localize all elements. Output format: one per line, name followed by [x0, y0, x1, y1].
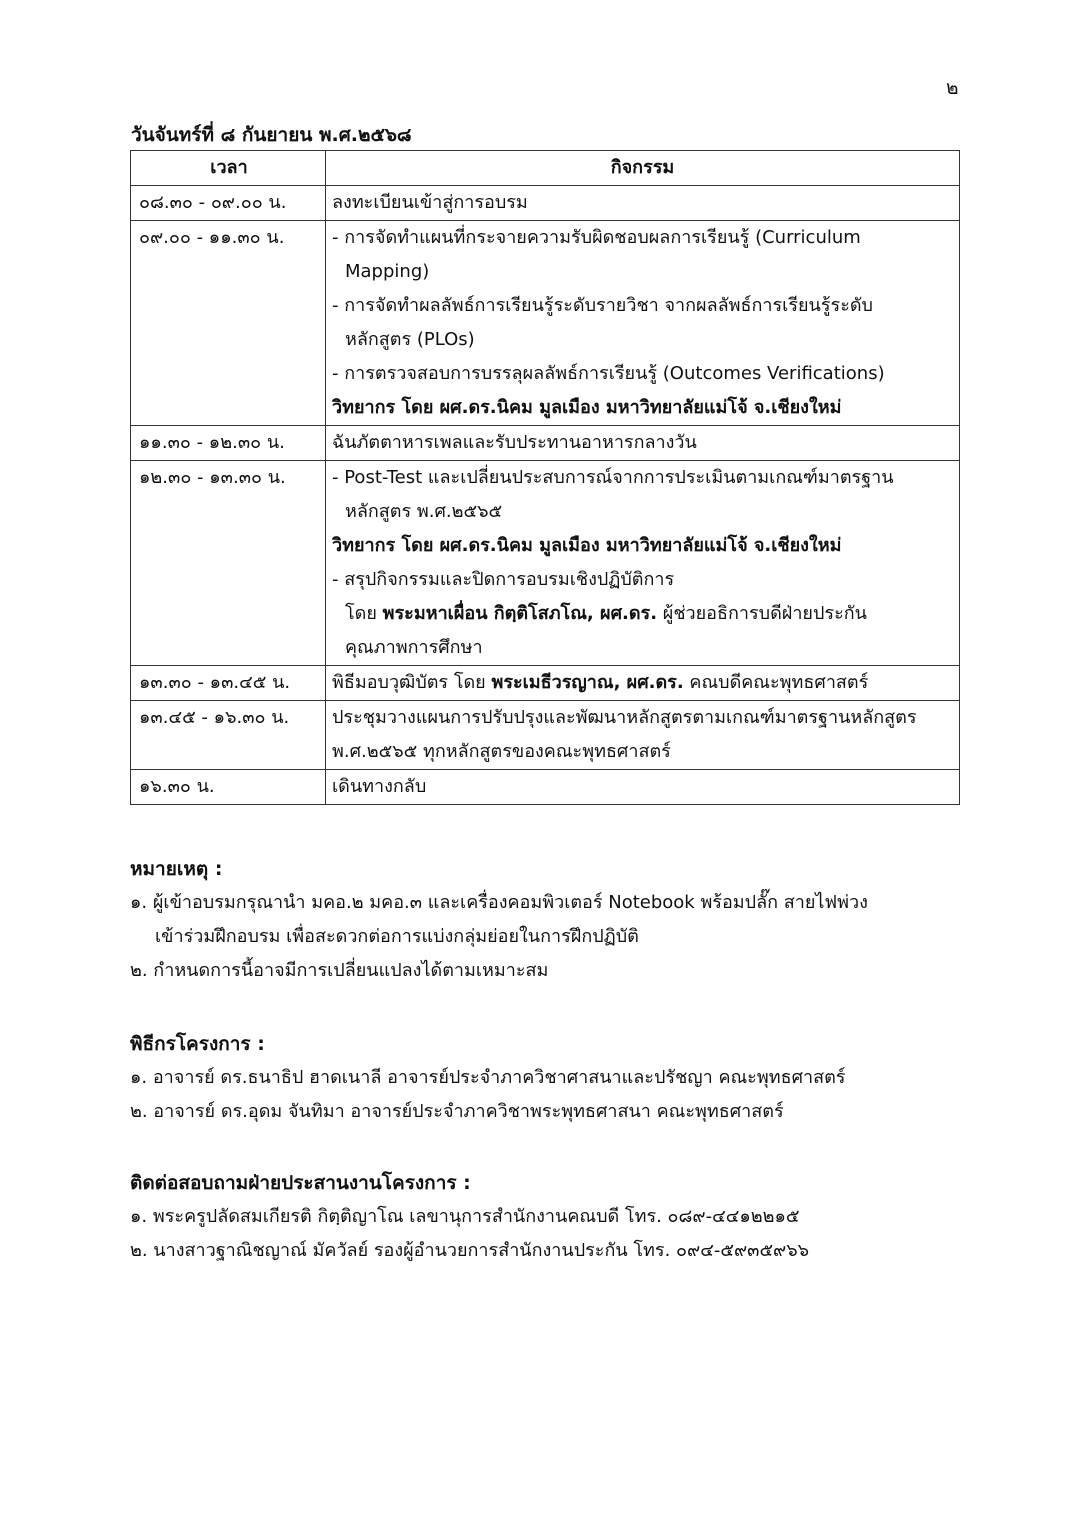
activity-line: ฉันภัตตาหารเพลและรับประทานอาหารกลางวัน	[332, 432, 697, 453]
schedule-row	[131, 186, 960, 221]
table-header-row	[131, 151, 960, 186]
activity-line-name: พระมหาเผื่อน กิตฺติโสภโณ, ผศ.ดร.	[382, 603, 658, 624]
time-cell: ๑๒.๓๐ - ๑๓.๓๐ น.	[131, 461, 326, 666]
hosts-section	[130, 1027, 845, 1129]
activity-line: คุณภาพการศึกษา	[345, 637, 483, 658]
host-item: ๒. อาจารย์ ดร.อุดม จันทิมา อาจารย์ประจำภาควิชาพระพุทธศาสนา คณะพุทธศาสตร์	[130, 1101, 784, 1122]
host-item: ๑. อาจารย์ ดร.ธนาธิป ฮาดเนาลี อาจารย์ประจำภาควิชาศาสนาและปรัชญา คณะพุทธศาสตร์	[130, 1067, 846, 1088]
page-number: ๒	[946, 77, 959, 99]
activity-line-suffix: คณบดีคณะพุทธศาสตร์	[683, 672, 869, 693]
note-item-continued: เข้าร่วมฝึกอบรม เพื่อสะดวกต่อการแบ่งกลุ่มย่อยในการฝึกปฏิบัติ	[155, 926, 639, 947]
time-cell: ๑๓.๓๐ - ๑๓.๔๕ น.	[131, 666, 326, 701]
day-heading: วันจันทร์ที่ ๘ กันยายน พ.ศ.๒๕๖๘	[131, 124, 412, 146]
activity-line: วิทยากร โดย ผศ.ดร.นิคม มูลเมือง มหาวิทยาลัยแม่โจ้ จ.เชียงใหม่	[332, 397, 842, 418]
activity-cell	[326, 666, 960, 701]
activity-line: ประชุมวางแผนการปรับปรุงและพัฒนาหลักสูตรตามเกณฑ์มาตรฐานหลักสูตร	[332, 707, 917, 728]
activity-line: - การตรวจสอบการบรรลุผลลัพธ์การเรียนรู้ (Outcomes Verifications)	[332, 363, 885, 384]
note-item: ๑. ผู้เข้าอบรมกรุณานำ มคอ.๒ มคอ.๓ และเครื่องคอมพิวเตอร์ Notebook พร้อมปลั๊ก สายไฟพ่วง	[130, 892, 868, 913]
schedule-row	[131, 426, 960, 461]
activity-line: - การจัดทำแผนที่กระจายความรับผิดชอบผลการเรียนรู้ (Curriculum	[332, 227, 861, 248]
activity-line: เดินทางกลับ	[332, 776, 427, 797]
activity-line: ลงทะเบียนเข้าสู่การอบรม	[332, 192, 528, 213]
activity-line: พ.ศ.๒๕๖๕ ทุกหลักสูตรของคณะพุทธศาสตร์	[332, 741, 671, 762]
activity-line: - Post-Test และเปลี่ยนประสบการณ์จากการประเมินตามเกณฑ์มาตรฐาน	[332, 467, 894, 488]
activity-line: - สรุปกิจกรรมและปิดการอบรมเชิงปฏิบัติการ	[332, 569, 675, 590]
activity-cell	[326, 770, 960, 805]
activity-cell	[326, 426, 960, 461]
time-cell: ๑๓.๔๕ - ๑๖.๓๐ น.	[131, 701, 326, 770]
activity-line-suffix: ผู้ช่วยอธิการบดีฝ่ายประกัน	[657, 603, 867, 624]
schedule-row	[131, 701, 960, 770]
activity-line-prefix: พิธีมอบวุฒิบัตร โดย	[332, 672, 492, 693]
activity-cell	[326, 221, 960, 426]
activity-cell	[326, 461, 960, 666]
time-cell: ๐๘.๓๐ - ๐๙.๐๐ น.	[131, 186, 326, 221]
schedule-row	[131, 221, 960, 426]
activity-line-name: พระเมธีวรญาณ, ผศ.ดร.	[491, 672, 684, 693]
contact-item: ๒. นางสาวฐาณิชญาณ์ มัควัลย์ รองผู้อำนวยการสำนักงานประกัน โทร. ๐๙๔-๕๙๓๕๙๖๖	[130, 1240, 810, 1261]
activity-line-prefix: โดย	[345, 603, 383, 624]
contact-item: ๑. พระครูปลัดสมเกียรติ กิตฺติญาโณ เลขานุการสำนักงานคณบดี โทร. ๐๘๙-๔๔๑๒๒๑๕	[130, 1206, 800, 1227]
header-time: เวลา	[131, 151, 326, 186]
time-cell: ๑๖.๓๐ น.	[131, 770, 326, 805]
contacts-title: ติดต่อสอบถามฝ่ายประสานงานโครงการ :	[130, 1172, 471, 1194]
header-activity: กิจกรรม	[326, 151, 960, 186]
activity-line: Mapping)	[345, 261, 430, 282]
activity-cell	[326, 701, 960, 770]
hosts-title: พิธีกรโครงการ :	[130, 1033, 265, 1055]
schedule-table	[130, 150, 960, 805]
schedule-row	[131, 461, 960, 666]
schedule-row	[131, 770, 960, 805]
activity-line	[332, 597, 953, 631]
activity-line: หลักสูตร พ.ศ.๒๕๖๕	[345, 501, 503, 522]
activity-line: วิทยากร โดย ผศ.ดร.นิคม มูลเมือง มหาวิทยาลัยแม่โจ้ จ.เชียงใหม่	[332, 535, 842, 556]
note-item: ๒. กำหนดการนี้อาจมีการเปลี่ยนแปลงได้ตามเหมาะสม	[130, 960, 549, 981]
activity-cell	[326, 186, 960, 221]
time-cell: ๐๙.๐๐ - ๑๑.๓๐ น.	[131, 221, 326, 426]
schedule-body	[131, 186, 960, 805]
notes-title: หมายเหตุ :	[130, 858, 223, 880]
contacts-section	[130, 1166, 809, 1268]
activity-line: หลักสูตร (PLOs)	[345, 329, 475, 350]
schedule-row	[131, 666, 960, 701]
activity-line	[332, 666, 953, 700]
time-cell: ๑๑.๓๐ - ๑๒.๓๐ น.	[131, 426, 326, 461]
notes-section	[130, 852, 868, 988]
activity-line: - การจัดทำผลลัพธ์การเรียนรู้ระดับรายวิชา จากผลลัพธ์การเรียนรู้ระดับ	[332, 295, 873, 316]
